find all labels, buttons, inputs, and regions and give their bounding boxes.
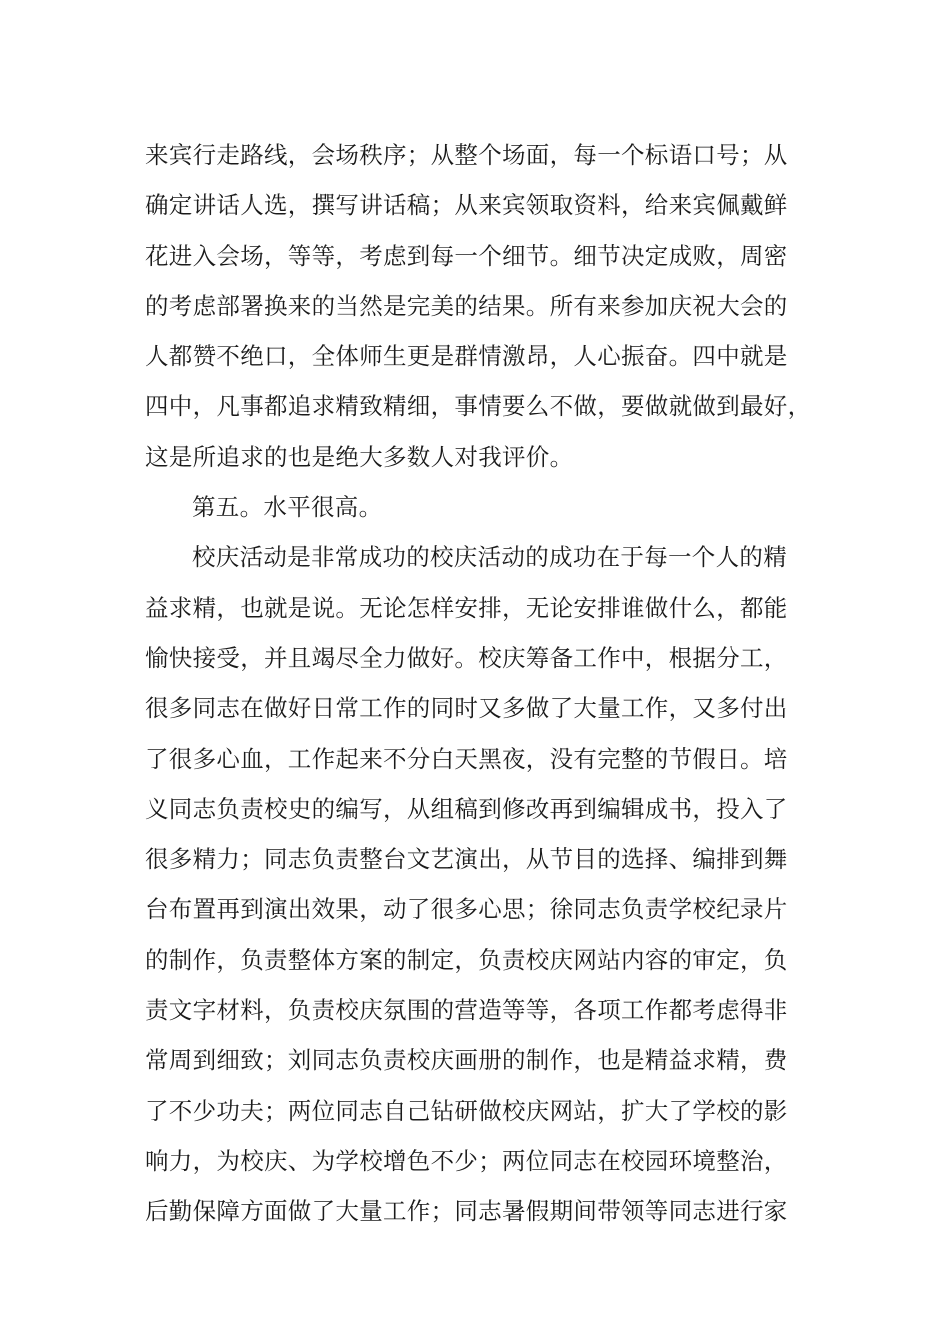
text-line: 很多精力；同志负责整台文艺演出，从节目的选择、编排到舞	[145, 845, 788, 874]
text-line: 来宾行走路线，会场秩序；从整个场面，每一个标语口号；从	[145, 141, 788, 169]
text-line: 响力，为校庆、为学校增色不少；两位同志在校园环境整治，	[145, 1146, 788, 1175]
text-line: 责文字材料，负责校庆氛围的营造等等，各项工作都考虑得非	[145, 996, 788, 1025]
text-line: 的考虑部署换来的当然是完美的结果。所有来参加庆祝大会的	[145, 291, 788, 320]
text-line: 的制作，负责整体方案的制定，负责校庆网站内容的审定，负	[145, 945, 788, 974]
text-line: 了不少功夫；两位同志自己钻研做校庆网站，扩大了学校的影	[145, 1096, 788, 1125]
body-text	[145, 130, 810, 1237]
text-line: 常周到细致；刘同志负责校庆画册的制作，也是精益求精，费	[145, 1046, 788, 1075]
text-line: 后勤保障方面做了大量工作；同志暑假期间带领等同志进行家	[145, 1197, 788, 1226]
text-line: 四中，凡事都追求精致精细，事情要么不做，要做就做到最好，	[145, 392, 812, 421]
paragraph-first-line: 第五。水平很高。	[192, 493, 383, 522]
text-line: 愉快接受，并且竭尽全力做好。校庆筹备工作中，根据分工，	[145, 643, 788, 672]
text-line: 这是所追求的也是绝大多数人对我评价。	[145, 442, 574, 471]
text-line: 很多同志在做好日常工作的同时又多做了大量工作，又多付出	[145, 694, 788, 723]
paragraph-first-line: 校庆活动是非常成功的校庆活动的成功在于每一个人的精	[192, 543, 787, 572]
text-line: 益求精，也就是说。无论怎样安排，无论安排谁做什么，都能	[145, 593, 788, 622]
text-line: 人都赞不绝口，全体师生更是群情激昂，人心振奋。四中就是	[145, 342, 788, 371]
text-line: 了很多心血，工作起来不分白天黑夜，没有完整的节假日。培	[145, 744, 788, 773]
text-line: 台布置再到演出效果，动了很多心思；徐同志负责学校纪录片	[145, 895, 788, 924]
text-line: 义同志负责校史的编写，从组稿到修改再到编辑成书，投入了	[145, 794, 788, 823]
text-line: 确定讲话人选，撰写讲话稿；从来宾领取资料，给来宾佩戴鲜	[145, 191, 788, 220]
text-line: 花进入会场，等等，考虑到每一个细节。细节决定成败，周密	[145, 241, 788, 270]
